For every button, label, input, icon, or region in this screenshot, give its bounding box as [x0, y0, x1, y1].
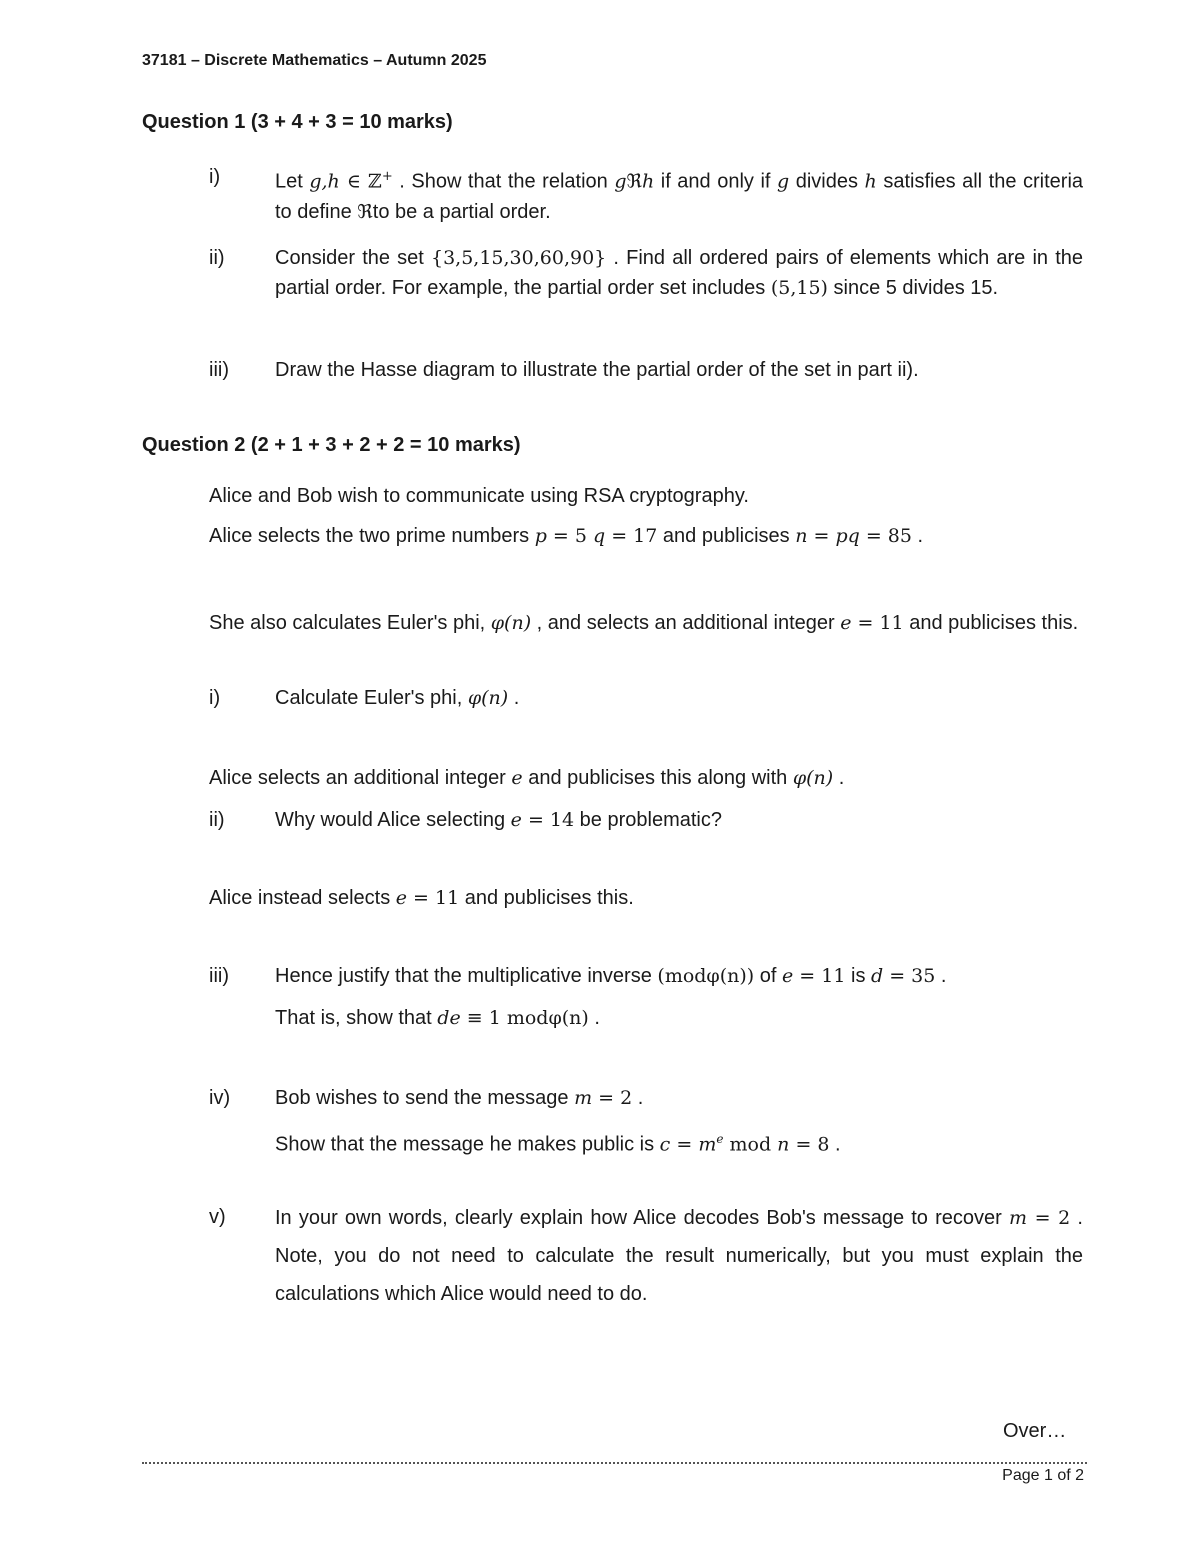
q2-part-ii-label: ii) [209, 809, 225, 831]
q2-part-i-label: i) [209, 687, 221, 709]
q2-intro-line-1: Alice and Bob wish to communicate using RSA cryptography. [209, 485, 749, 507]
question-2-heading: Question 2 (2 + 1 + 3 + 2 + 2 = 10 marks) [142, 434, 521, 456]
question-1-heading: Question 1 (3 + 4 + 3 = 10 marks) [142, 111, 453, 133]
q2-part-iii-text: Hence justify that the multiplicative inverse (modφ(n)) of e = 11 is d = 35 . [275, 965, 947, 987]
q2-intro-line-2: Alice selects the two prime numbers p = 5 q = 17 and publicises n = pq = 85 . [209, 525, 924, 547]
q1-part-i-label: i) [209, 166, 221, 188]
q1-part-ii-label: ii) [209, 247, 225, 269]
q2-part-ii-text: Why would Alice selecting e = 14 be problematic? [275, 809, 722, 831]
q2-part-v-text: In your own words, clearly explain how Alice decodes Bob's message to recover m = 2 . Note, you do not need to calculate the result numerically, but you must explain the calculations which Alice would need to do. [275, 1207, 1083, 1305]
q1-part-i-text: Let g,h ∈ ℤ+ . Show that the relation gℜh if and only if g divides h satisfies all the criteria to define ℜto be a partial order. [275, 169, 1084, 223]
q2-instead-line: Alice instead selects e = 11 and publicises this. [209, 887, 634, 909]
q1-part-iii-text: Draw the Hasse diagram to illustrate the partial order of the set in part ii). [275, 359, 919, 381]
q2-part-v-label: v) [209, 1206, 226, 1228]
q2-part-iv-label: iv) [209, 1087, 231, 1109]
q2-part-iv-line-2: Show that the message he makes public is $c = m^e$ mod n = 8 . [275, 1132, 841, 1156]
footer-divider [142, 1462, 1087, 1464]
q2-part-i-text: Calculate Euler's phi, φ(n) . [275, 687, 520, 709]
q2-part-iii-label: iii) [209, 965, 229, 987]
q2-part-iv-text: Bob wishes to send the message m = 2 . [275, 1087, 644, 1109]
page-number: Page 1 of 2 [1002, 1467, 1084, 1484]
q2-part-iii-line-2: That is, show that de ≡ 1 modφ(n) . [275, 1007, 600, 1029]
q1-part-iii-label: iii) [209, 359, 229, 381]
course-header: 37181 – Discrete Mathematics – Autumn 2025 [142, 52, 487, 69]
q1-part-ii-text: Consider the set {3,5,15,30,60,90} . Find all ordered pairs of elements which are in the partial order. For example, the partial order set includes (5,15) since 5 divides 15. [275, 247, 1083, 299]
q2-selects-e-line: Alice selects an additional integer e and publicises this along with φ(n) . [209, 767, 845, 789]
q2-intro-line-3: She also calculates Euler's phi, φ(n) , and selects an additional integer e = 11 and publicises this. [209, 612, 1079, 634]
over-indicator: Over… [1003, 1420, 1067, 1442]
